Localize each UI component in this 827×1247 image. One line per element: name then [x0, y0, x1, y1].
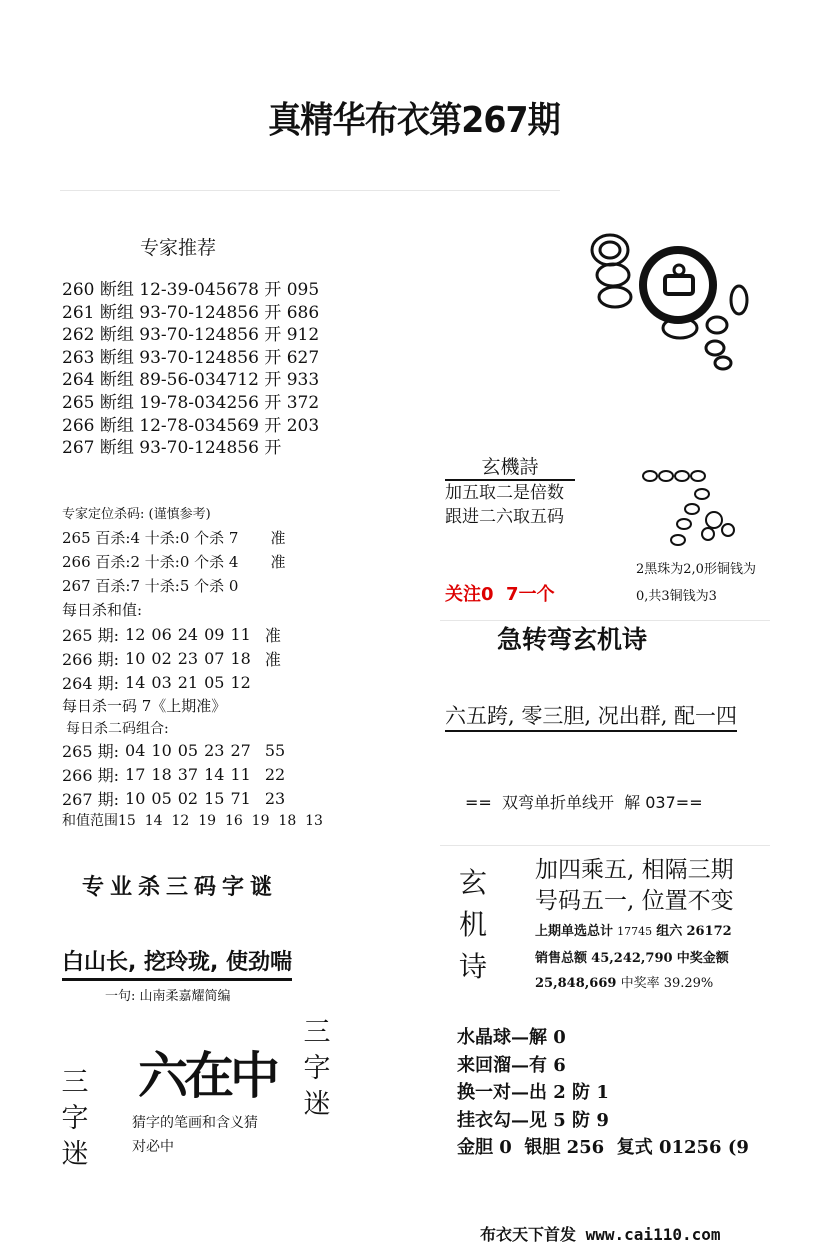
daily-sum-heading: 每日杀和值:: [62, 601, 143, 619]
riddle-title: 专业杀三码字谜: [82, 874, 279, 900]
coin-chain-figure-icon: [640, 462, 745, 557]
riddle-right-vertical: 三字迷: [303, 1017, 331, 1120]
expert-row: 262 断组 93-70-124856 开 912: [62, 325, 320, 346]
expert-list: [62, 279, 319, 460]
expert-row: 266 断组 12-78-034569 开 203: [62, 415, 320, 436]
turn-line: 六五跨, 零三胆, 况出群, 配一四: [445, 700, 737, 732]
attention-text: 关注0 7一个: [445, 584, 555, 605]
expert-row: 265 断组 19-78-034256 开 372: [62, 392, 320, 413]
crystal-list: [457, 1024, 749, 1162]
position-kill-heading: 专家定位杀码: (谨慎参考): [62, 507, 211, 522]
expert-heading: 专家推荐: [140, 237, 217, 259]
table-row: 266 期: 17 18 37 14 11 22: [62, 764, 286, 785]
riddle-hint: 猜字的笔画和含义猜: [132, 1115, 258, 1131]
list-item: 挂衣勾—见 5 防 9: [457, 1109, 609, 1131]
list-item: 水晶球—解 0: [457, 1027, 566, 1048]
expert-row: 263 断组 93-70-124856 开 627: [62, 347, 320, 368]
daily-two-heading: 每日杀二码组合:: [66, 721, 169, 737]
poem2-line-1: 加四乘五, 相隔三期: [535, 857, 734, 883]
poem2-line-2: 号码五一, 位置不变: [535, 888, 734, 914]
sum-range-row: 和值范围15 14 12 19 16 19 18 13: [62, 813, 323, 829]
poem2-vertical-title: 玄机诗: [458, 866, 487, 983]
position-kill-row: 267 百杀:7 十杀:5 个杀 0: [62, 577, 239, 595]
table-row: 265 期: 12 06 24 09 11 准: [62, 624, 281, 645]
list-item: 金胆 0 银胆 256 复式 01256 (9: [457, 1137, 749, 1158]
expert-row: 260 断组 12-39-045678 开 095: [62, 280, 320, 300]
list-item: 来回溜—有 6: [457, 1054, 566, 1076]
xuanji-heading: 玄機詩: [481, 456, 539, 478]
list-item: 换一对—出 2 防 1: [457, 1082, 609, 1103]
footer-site: 布衣天下首发 www.cai110.com: [480, 1225, 721, 1244]
xuanji-section: [445, 452, 575, 529]
daily-two-table: [62, 738, 291, 810]
riddle-one-line: 一句: 山南柔嘉耀简编: [105, 989, 231, 1004]
riddle-left-vertical: 三字迷: [61, 1067, 89, 1170]
poem2-stats-1: 上期单选总计 17745 组六 26172: [535, 924, 732, 939]
poem2-stats-3: 25,848,669 中奖率 39.29%: [535, 976, 714, 991]
turn-heading: 急转弯玄机诗: [497, 625, 648, 654]
figure-caption: 2黑珠为2,0形铜钱为: [636, 562, 756, 577]
poem2-stats-2: 销售总额 45,242,790 中奖金额: [535, 951, 729, 966]
daily-one: 每日杀一码 7《上期准》: [62, 697, 227, 715]
table-row: 266 期: 10 02 23 07 18 准: [62, 648, 281, 669]
expert-row: 261 断组 93-70-124856 开 686: [62, 302, 320, 323]
riddle-main: 白山长, 挖玲珑, 使劲喘: [62, 945, 292, 981]
position-kill-section: [62, 503, 323, 830]
beads-figure-icon: [585, 230, 755, 380]
position-kill-row: 266 百杀:2 十杀:0 个杀 4 准: [62, 553, 286, 571]
double-bend-line: == 双弯单折单线开 解 037==: [465, 793, 703, 812]
position-kill-row: 265 百杀:4 十杀:0 个杀 7 准: [62, 529, 286, 547]
riddle-big-characters: 六在中: [138, 1046, 276, 1105]
table-row: 265 期: 04 10 05 23 27 55: [62, 740, 286, 761]
figure-caption: 0,共3铜钱为3: [636, 589, 717, 604]
expert-row: 267 断组 93-70-124856 开: [62, 438, 282, 459]
xuanji-line: 跟进二六取五码: [445, 507, 564, 527]
table-row: 264 期: 14 03 21 05 12: [62, 672, 251, 693]
daily-sum-table: [62, 622, 287, 694]
table-row: 267 期: 10 05 02 15 71 23: [62, 788, 286, 809]
expert-row: 264 断组 89-56-034712 开 933: [62, 370, 320, 391]
xuanji-line: 加五取二是倍数: [445, 483, 564, 503]
xuanji-lines: [445, 479, 575, 529]
page-title: 真精华布衣第267期: [268, 100, 560, 141]
riddle-hint-2: 对必中: [132, 1139, 174, 1155]
